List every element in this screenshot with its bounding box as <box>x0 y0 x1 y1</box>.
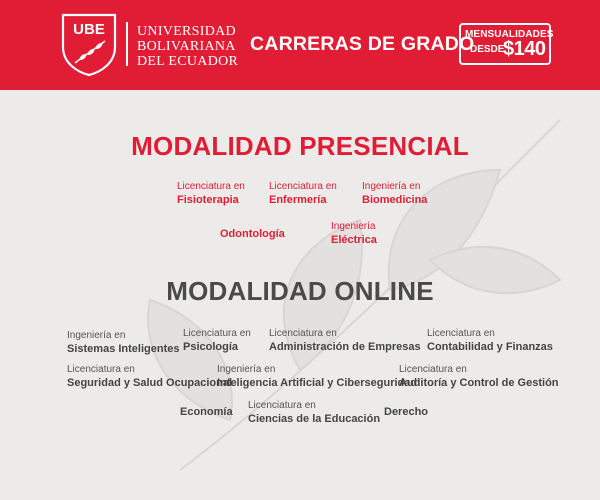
header-bar <box>0 0 600 90</box>
program-prefix: Ingeniería en <box>362 181 421 192</box>
program-prefix: Licenciatura en <box>269 181 337 192</box>
university-shield-logo <box>61 13 117 77</box>
program-online-sistemas <box>67 330 180 356</box>
program-prefix: Licenciatura en <box>427 328 495 339</box>
program-prefix: Licenciatura en <box>183 328 251 339</box>
program-name: Sistemas Inteligentes <box>67 343 180 355</box>
program-name: Ciencias de la Educación <box>248 413 381 425</box>
badge-line-1: MENSUALIDADES <box>465 29 554 40</box>
program-online-inteligencia-artificial <box>217 364 417 390</box>
online-heading: MODALIDAD ONLINE <box>166 276 434 306</box>
program-presencial-enfermeria <box>269 181 337 207</box>
program-prefix: Licenciatura en <box>177 181 245 192</box>
program-presencial-electrica <box>331 221 377 247</box>
program-name: Psicología <box>183 341 239 353</box>
university-name-line-1: UNIVERSIDAD <box>137 24 236 39</box>
program-prefix: Ingeniería en <box>217 364 276 375</box>
price-badge <box>459 23 554 65</box>
program-name: Seguridad y Salud Ocupacional <box>67 377 233 389</box>
program-prefix: Licenciatura en <box>399 364 467 375</box>
program-prefix: Licenciatura en <box>248 400 316 411</box>
program-online-psicologia <box>183 328 251 354</box>
university-name-line-3: DEL ECUADOR <box>137 54 239 69</box>
program-prefix: Licenciatura en <box>269 328 337 339</box>
program-name: Enfermería <box>269 194 327 206</box>
presencial-heading: MODALIDAD PRESENCIAL <box>131 131 469 161</box>
program-name: Contabilidad y Finanzas <box>427 341 553 353</box>
program-name: Auditoría y Control de Gestión <box>399 377 559 389</box>
university-name-line-2: BOLIVARIANA <box>137 39 236 54</box>
badge-price: $140 <box>503 38 546 60</box>
program-prefix: Licenciatura en <box>67 364 135 375</box>
program-name: Odontología <box>220 228 285 240</box>
program-online-derecho <box>384 405 428 419</box>
program-online-administracion <box>269 328 421 354</box>
program-presencial-fisioterapia <box>177 181 245 207</box>
program-name: Administración de Empresas <box>269 341 421 353</box>
program-name: Economía <box>180 406 233 418</box>
badge-line-2: DESDE <box>470 44 505 55</box>
logo-text: UBE <box>73 21 105 38</box>
program-name: Fisioterapia <box>177 194 239 206</box>
university-name <box>137 24 238 69</box>
program-name: Inteligencia Artificial y Ciberseguridad <box>217 377 418 389</box>
program-name: Derecho <box>384 406 429 418</box>
program-online-contabilidad <box>427 328 553 354</box>
program-online-educacion <box>248 400 380 426</box>
program-online-economia <box>180 405 233 419</box>
program-online-auditoria <box>399 364 559 390</box>
program-prefix: Ingeniería <box>331 221 376 232</box>
header-title: CARRERAS DE GRADO <box>250 33 475 55</box>
header-divider <box>126 22 128 66</box>
program-online-seguridad <box>67 364 232 390</box>
program-presencial-odontologia <box>220 227 285 241</box>
program-name: Biomedicina <box>362 194 428 206</box>
program-prefix: Ingeniería en <box>67 330 126 341</box>
program-name: Eléctrica <box>331 234 377 246</box>
program-presencial-biomedicina <box>362 181 427 207</box>
